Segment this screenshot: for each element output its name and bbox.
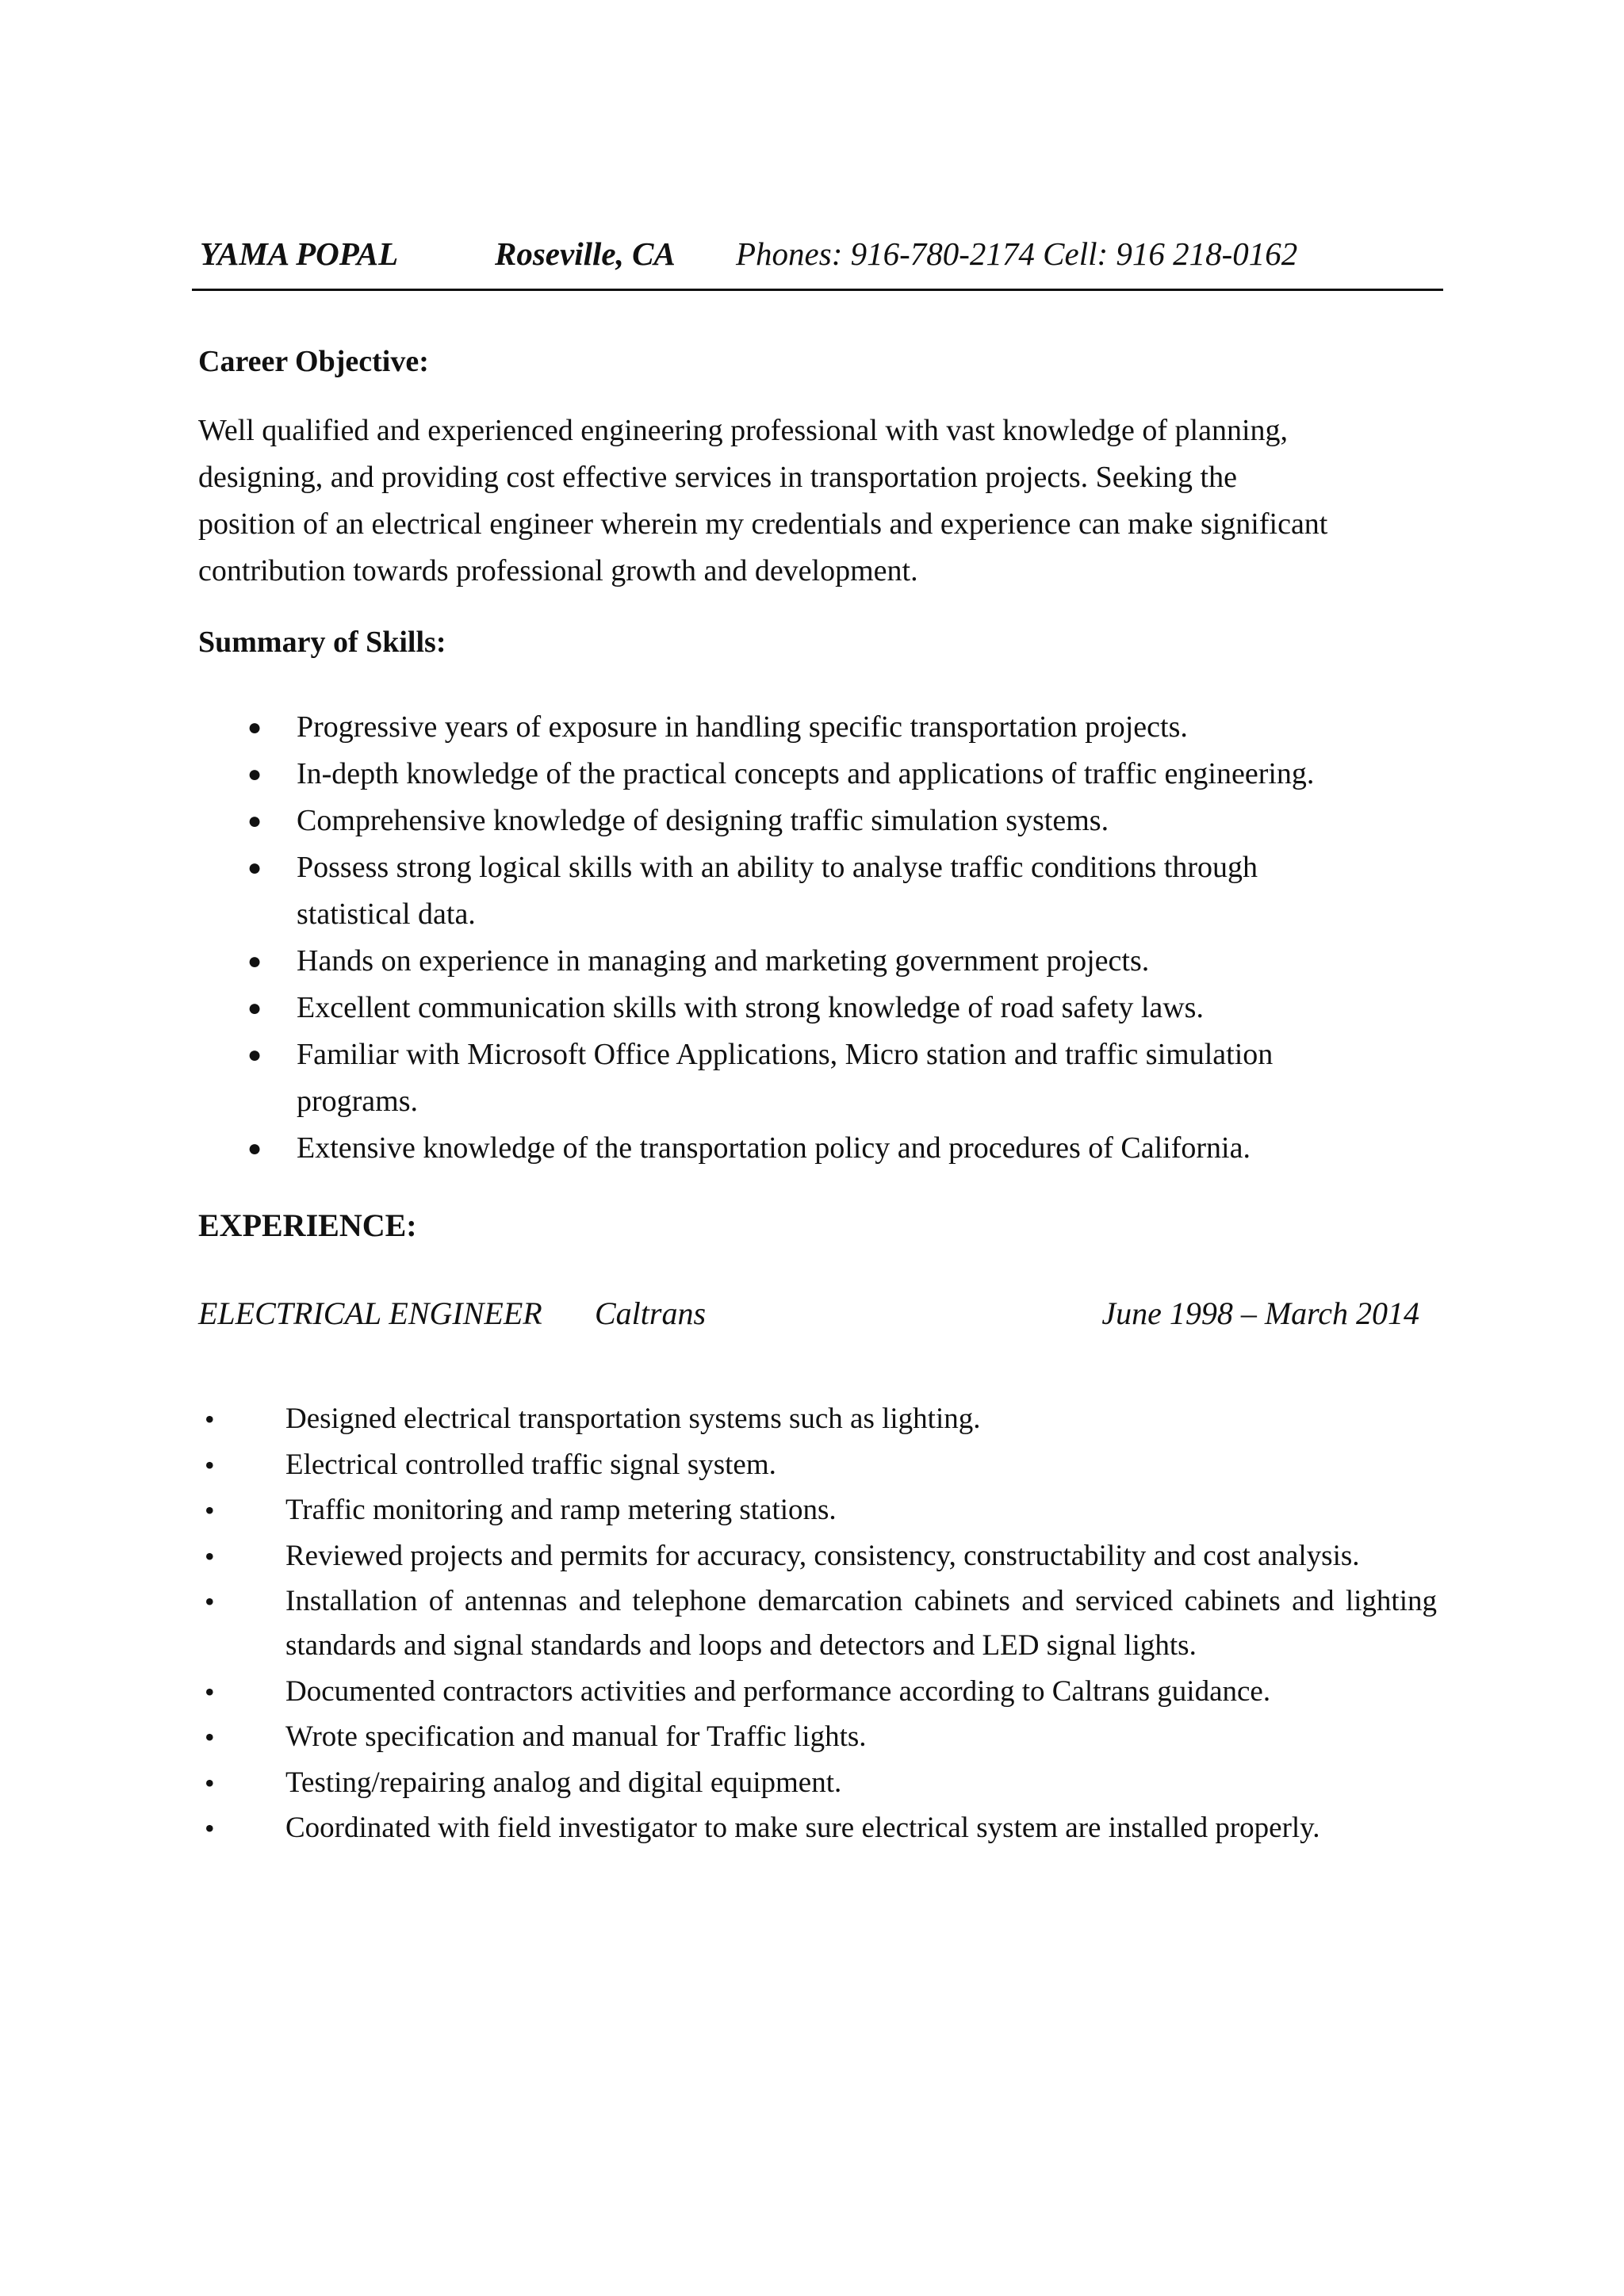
bullet-icon: ● [247, 1042, 262, 1068]
bullet-icon: • [205, 1494, 215, 1526]
job-company: Caltrans [595, 1295, 707, 1331]
bullet-icon: • [205, 1721, 215, 1753]
candidate-phones: Phones: 916-780-2174 Cell: 916 218-0162 [736, 235, 1298, 272]
list-item: • Electrical controlled traffic signal system. [198, 1443, 1437, 1487]
list-item: ● Extensive knowledge of the transportation policy and procedures of California. [198, 1125, 1443, 1172]
list-item: ● Familiar with Microsoft Office Applications, Micro station and traffic simulation programs. [198, 1031, 1443, 1125]
list-item: • Documented contractors activities and performance according to Caltrans guidance. [198, 1670, 1437, 1714]
list-item: • Reviewed projects and permits for accuracy, consistency, constructability and cost analysis. [198, 1534, 1437, 1578]
bullet-icon: ● [247, 855, 262, 881]
list-item: • Coordinated with field investigator to make sure electrical system are installed properly. [198, 1806, 1437, 1850]
list-item: ● Progressive years of exposure in handling specific transportation projects. [198, 704, 1443, 751]
objective-line: Well qualified and experienced engineering professional with vast knowledge of planning, [198, 414, 1289, 447]
header-divider [192, 289, 1443, 291]
bullet-icon: ● [247, 808, 262, 834]
list-item: • Installation of antennas and telephone demarcation cabinets and serviced cabinets and lighting standards and signal standards and loops and detectors and LED signal lights. [198, 1579, 1437, 1668]
list-item: ● Comprehensive knowledge of designing traffic simulation systems. [198, 798, 1443, 844]
career-objective-text [198, 408, 1435, 595]
bullet-icon: • [205, 1586, 215, 1617]
objective-line: contribution towards professional growth and development. [198, 554, 918, 587]
bullet-icon: • [205, 1812, 215, 1844]
list-item: • Wrote specification and manual for Traffic lights. [198, 1715, 1437, 1759]
objective-line: position of an electrical engineer wherein my credentials and experience can make significant [198, 507, 1328, 541]
bullet-icon: ● [247, 1135, 262, 1161]
bullet-icon: • [205, 1448, 215, 1481]
bullet-icon: • [205, 1540, 215, 1572]
list-item: • Testing/repairing analog and digital equipment. [198, 1761, 1437, 1805]
job-dates: June 1998 – March 2014 [1101, 1295, 1419, 1331]
job-title: ELECTRICAL ENGINEER [198, 1295, 542, 1331]
candidate-location: Roseville, CA [495, 235, 676, 272]
skills-list [198, 704, 1443, 1172]
list-item: • Traffic monitoring and ramp metering stations. [198, 1488, 1437, 1533]
candidate-name: YAMA POPAL [200, 235, 399, 272]
bullet-icon: • [205, 1675, 215, 1708]
bullet-icon: ● [247, 761, 262, 787]
bullet-icon: • [205, 1766, 215, 1799]
experience-heading: EXPERIENCE: [198, 1207, 417, 1243]
career-objective-heading: Career Objective: [198, 345, 429, 378]
job-duties-list [198, 1397, 1437, 1852]
bullet-icon: ● [247, 995, 262, 1021]
list-item: • Designed electrical transportation systems such as lighting. [198, 1397, 1437, 1441]
list-item: ● In-depth knowledge of the practical concepts and applications of traffic engineering. [198, 751, 1443, 798]
list-item: ● Hands on experience in managing and marketing government projects. [198, 938, 1443, 985]
list-item: ● Excellent communication skills with strong knowledge of road safety laws. [198, 985, 1443, 1031]
bullet-icon: ● [247, 714, 262, 740]
bullet-icon: • [205, 1403, 215, 1435]
list-item: ● Possess strong logical skills with an ability to analyse traffic conditions through statistical data. [198, 844, 1443, 938]
resume-header [200, 235, 1443, 282]
skills-heading: Summary of Skills: [198, 626, 446, 659]
objective-line: designing, and providing cost effective services in transportation projects. Seeking the [198, 461, 1237, 494]
bullet-icon: ● [247, 948, 262, 974]
